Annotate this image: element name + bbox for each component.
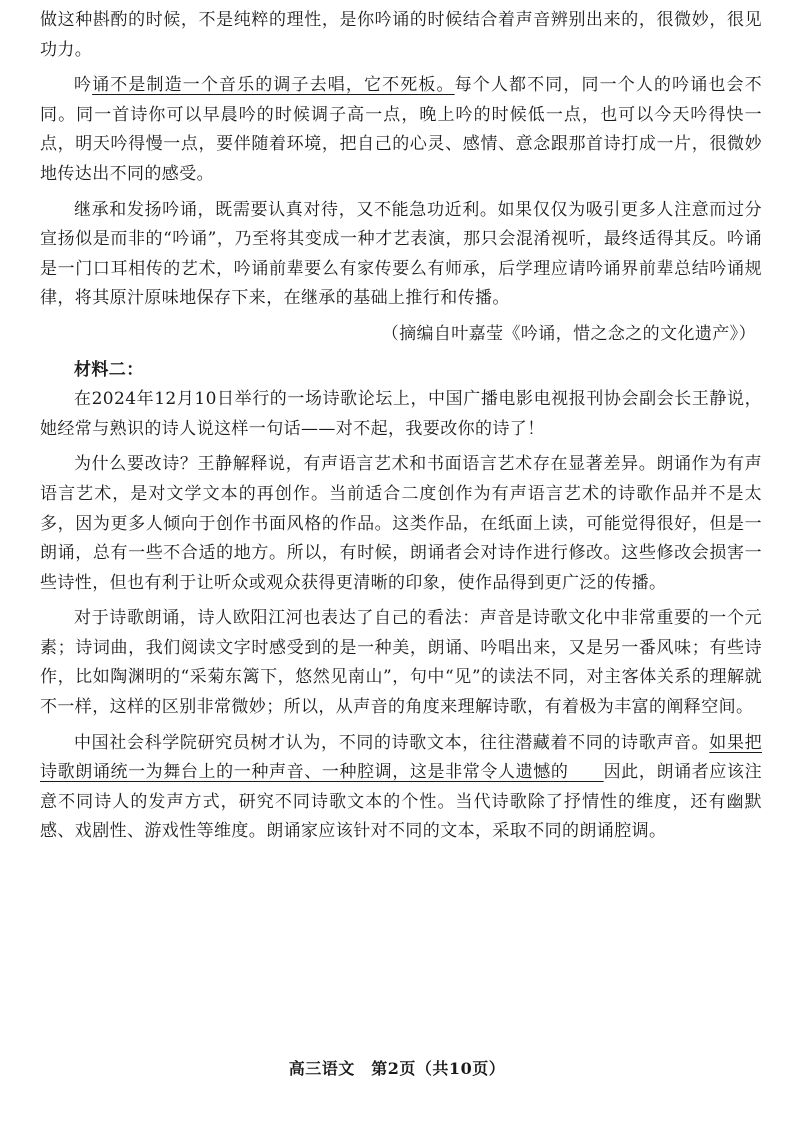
paragraph-lead: 中国社会科学院研究员树才认为，不同的诗歌文本，往往潜藏着不同的诗歌声音。 [74, 732, 710, 753]
paragraph-rest: 每个人都不同，同一个人的吟诵也会不同。同一首诗你可以早晨吟的时候调子高一点，晚上吟的时候低一点，也可以今天吟得快一点，明天吟得慢一点，要伴随着环境，把自己的心灵、感情、意念跟那首诗打成一片，很微妙地传达出不同的感受。 [40, 75, 762, 184]
paragraph-ouyang: 对于诗歌朗诵，诗人欧阳江河也表达了自己的看法：声音是诗歌文化中非常重要的一个元素；诗词曲，我们阅读文字时感受到的是一种美，朗诵、吟唱出来，又是另一番风味；有些诗作，比如陶渊明的“采菊东篱下，悠然见南山”，句中“见”的读法不同，对主客体关系的理解就不一样，这样的区别非常微妙；所以，从声音的角度来理解诗歌，有着极为丰富的阐释空间。 [40, 608, 762, 718]
paragraph-inheritance: 继承和发扬吟诵，既需要认真对待，又不能急功近利。如果仅仅为吸引更多人注意而过分宣扬似是而非的“吟诵”，乃至将其变成一种才艺表演，那只会混淆视听，最终适得其反。吟诵是一门口耳相传的艺术，吟诵前辈要么有家传要么有师承，后学理应请吟诵界前辈总结吟诵规律，将其原汁原味地保存下来，在继承的基础上推行和传播。 [40, 199, 762, 309]
paragraph-forum: 在2024年12月10日举行的一场诗歌论坛上，中国广播电影电视报刊协会副会长王静说，她经常与熟识的诗人说这样一句话——对不起，我要改你的诗了！ [40, 389, 762, 439]
paragraph-shucai [40, 729, 762, 847]
paragraph-why-revise: 为什么要改诗？王静解释说，有声语言艺术和书面语言艺术存在显著差异。朗诵作为有声语言艺术，是对文学文本的再创作。当前适合二度创作为有声语言艺术的诗歌作品并不是太多，因为更多人倾向于创作书面风格的作品。这类作品，在纸面上读，可能觉得很好，但是一朗诵，总有一些不合适的地方。所以，有时候，朗诵者会对诗作进行修改。这些修改会损害一些诗性，但也有利于让听众或观众获得更清晰的印象，使作品得到更广泛的传播。 [40, 454, 762, 593]
page-footer: 高三语文 第2页（共10页） [288, 1059, 506, 1078]
material-two-label: 材料二： [74, 359, 144, 380]
underlined-sentence: 如果把诗歌朗诵统一为舞台上的一种声音、一种腔调，这是非常令人遗憾的 [40, 732, 762, 783]
underlined-sentence: 诵不是制造一个音乐的调子去唱，它不死板。 [92, 75, 455, 96]
paragraph-rest: 因此，朗诵者应该注意不同诗人的发声方式，研究不同诗歌文本的个性。当代诗歌除了抒情性的维度，还有幽默感、戏剧性、游戏性等维度。朗诵家应该针对不同的文本，采取不同的朗诵腔调。 [40, 762, 762, 842]
paragraph-recitation-flexibility [40, 71, 762, 189]
answer-blank [568, 762, 603, 782]
source-citation: （摘编自叶嘉莹《吟诵，惜之念之的文化遗产》） [381, 323, 756, 344]
paragraph-continuation: 做这种斟酌的时候，不是纯粹的理性，是你吟诵的时候结合着声音辨别出来的，很微妙，很见功力。 [40, 10, 762, 60]
paragraph-lead: 吟 [74, 75, 93, 96]
document-page [40, 6, 762, 847]
